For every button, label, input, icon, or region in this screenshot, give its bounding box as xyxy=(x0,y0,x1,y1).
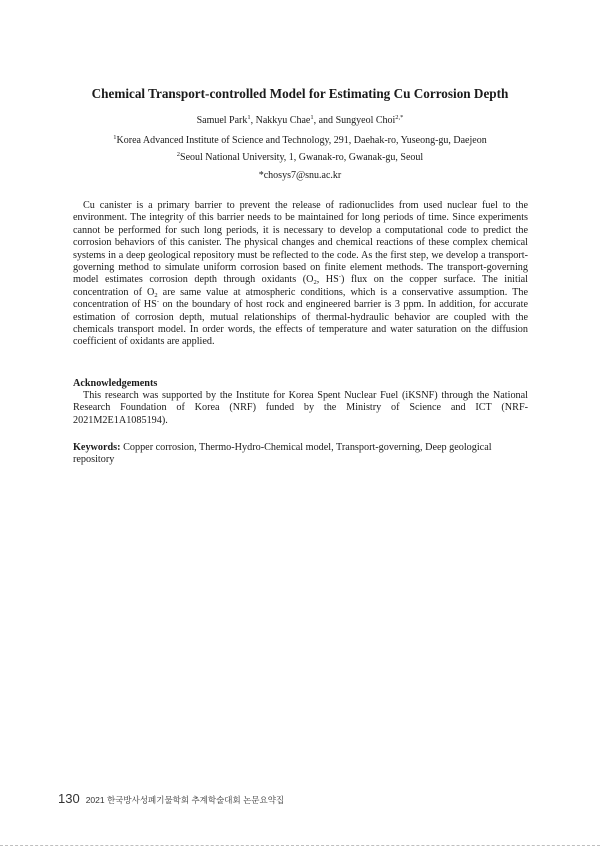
abstract-text: ) flux on the copper surface. The initial concentration of O xyxy=(73,274,529,298)
page-edge-rule xyxy=(0,845,600,847)
abstract-text: , HS xyxy=(316,274,339,286)
keywords-label: Keywords: xyxy=(73,442,121,453)
author-affiliation-mark: 1 xyxy=(247,114,251,121)
affiliation-text: Korea Advanced Institute of Science and Technology, 291, Daehak-ro, Yuseong-gu, Daejeon xyxy=(116,135,487,146)
author-affiliation-mark: 2,* xyxy=(395,114,404,121)
affiliation-text: Seoul National University, 1, Gwanak-ro, Gwanak-gu, Seoul xyxy=(180,152,424,163)
subscript: 2 xyxy=(313,279,317,287)
author-name: Samuel Park xyxy=(196,115,248,126)
author-affiliation-mark: 1 xyxy=(310,114,314,121)
author-separator: , and xyxy=(313,115,336,126)
affiliation-mark: 1 xyxy=(113,134,117,141)
proceedings-title: 2021 한국방사성폐기물학회 추계학술대회 논문요약집 xyxy=(85,795,285,805)
acknowledgements-text: This research was supported by the Institute for Korea Spent Nuclear Fuel (iKSNF) through the National Research Foundation of Korea (NRF) funded by the Ministry of Science and ICT (NRF-2021M2E1A1085194). xyxy=(73,390,528,426)
abstract-paragraph xyxy=(73,200,528,349)
author-name: Nakkyu Chae xyxy=(255,115,311,126)
abstract-text: on the boundary of host rock and engineered barrier is 3 ppm. In addition, for accurate estimation of corrosion depth, mutual relationships of thermal-hydraulic behavior are coupled with the chemicals transport model. In order words, the effects of temperature and water saturation on the diffusion coefficient of oxidants are applied. xyxy=(73,299,528,348)
abstract-text: Cu canister is a primary barrier to prevent the release of radionuclides from used nuclear fuel to the environment. The integrity of this barrier needs to be maintained for long periods of time. Since experiments cannot be performed for such long periods, it is necessary to develop a computational code to predict the corrosion behaviors of this canister. The physical changes and chemical reactions of these complex chemical systems in a deep geological repository must be reflected to the code. As the first step, we develop a transport-governing method to simulate uniform corrosion based on finite element methods. The transport-governing model estimates corrosion depth through oxidants (O xyxy=(73,200,528,286)
page-number: 130 xyxy=(58,791,80,806)
author-list xyxy=(40,114,560,127)
corresponding-email: *chosys7@snu.ac.kr xyxy=(258,170,342,181)
affiliation-mark: 2 xyxy=(176,151,181,158)
author-name: Sungyeol Choi xyxy=(335,115,396,126)
superscript: - xyxy=(338,273,341,281)
affiliation-1 xyxy=(40,134,560,147)
superscript: - xyxy=(156,298,159,306)
keywords-line xyxy=(73,442,528,467)
paper-title: Chemical Transport-controlled Model for Estimating Cu Corrosion Depth xyxy=(91,86,509,101)
subscript: 2 xyxy=(154,291,158,299)
page-footer xyxy=(58,790,284,808)
keywords-text: Copper corrosion, Thermo-Hydro-Chemical model, Transport-governing, Deep geological repository xyxy=(73,442,492,466)
acknowledgements-heading: Acknowledgements xyxy=(73,378,158,389)
abstract-text: are same value at atmospheric conditions, which is a conservative assumption. The concentration of HS xyxy=(73,286,528,311)
affiliation-2 xyxy=(40,151,560,164)
author-separator: , xyxy=(250,115,256,126)
